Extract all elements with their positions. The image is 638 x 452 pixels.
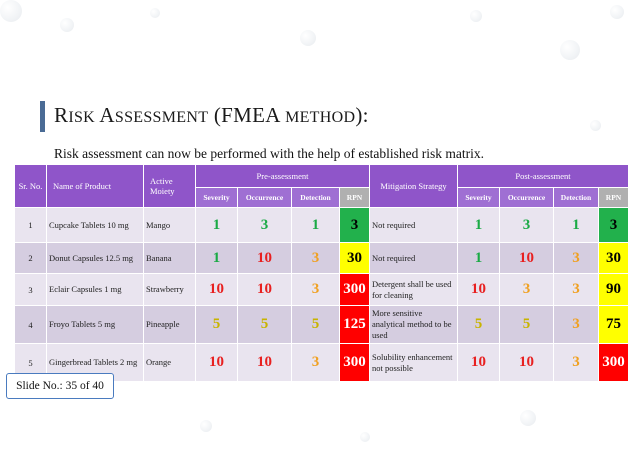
cell-post-severity: 1 <box>458 243 500 274</box>
cell-sr: 3 <box>15 274 47 306</box>
header-post-severity: Severity <box>458 188 500 208</box>
cell-pre-occurrence: 5 <box>238 306 292 344</box>
header-pre-assessment: Pre-assessment <box>196 165 370 188</box>
table-row <box>15 243 629 274</box>
cell-pre-detection: 3 <box>292 344 340 382</box>
cell-product: Cupcake Tablets 10 mg <box>47 208 144 243</box>
header-mitigation: Mitigation Strategy <box>370 165 458 208</box>
cell-post-rpn: 75 <box>599 306 629 344</box>
cell-pre-detection: 5 <box>292 306 340 344</box>
header-moiety: Active Moiety <box>144 165 196 208</box>
slide-number: Slide No.: 35 of 40 <box>6 373 114 399</box>
header-sr-no: Sr. No. <box>15 165 47 208</box>
water-droplet-decoration <box>470 10 482 22</box>
cell-pre-severity: 1 <box>196 243 238 274</box>
cell-post-occurrence: 10 <box>500 344 554 382</box>
title-part: A <box>99 103 115 127</box>
header-pre-severity: Severity <box>196 188 238 208</box>
water-droplet-decoration <box>0 0 22 22</box>
cell-pre-rpn: 125 <box>340 306 370 344</box>
cell-pre-rpn: 300 <box>340 274 370 306</box>
cell-mitigation: More sensitive analytical method to be used <box>370 306 458 344</box>
cell-pre-rpn: 300 <box>340 344 370 382</box>
cell-post-detection: 1 <box>554 208 599 243</box>
cell-sr: 5 <box>15 344 47 382</box>
cell-mitigation: Solubility enhancement not possible <box>370 344 458 382</box>
cell-sr: 1 <box>15 208 47 243</box>
cell-pre-detection: 1 <box>292 208 340 243</box>
water-droplet-decoration <box>520 410 536 426</box>
header-product: Name of Product <box>47 165 144 208</box>
page-title <box>54 103 369 128</box>
cell-pre-occurrence: 3 <box>238 208 292 243</box>
cell-post-occurrence: 3 <box>500 274 554 306</box>
cell-post-rpn: 30 <box>599 243 629 274</box>
water-droplet-decoration <box>150 8 160 18</box>
cell-post-rpn: 90 <box>599 274 629 306</box>
water-droplet-decoration <box>610 5 624 19</box>
cell-moiety: Pineapple <box>144 306 196 344</box>
cell-moiety: Strawberry <box>144 274 196 306</box>
cell-sr: 4 <box>15 306 47 344</box>
cell-product: Eclair Capsules 1 mg <box>47 274 144 306</box>
cell-mitigation: Detergent shall be used for cleaning <box>370 274 458 306</box>
header-pre-rpn: RPN <box>340 188 370 208</box>
cell-pre-detection: 3 <box>292 274 340 306</box>
cell-pre-severity: 1 <box>196 208 238 243</box>
title-part: (FMEA <box>208 103 286 127</box>
cell-post-detection: 3 <box>554 306 599 344</box>
table-row <box>15 208 629 243</box>
cell-mitigation: Not required <box>370 243 458 274</box>
cell-sr: 2 <box>15 243 47 274</box>
title-part: ): <box>355 103 369 127</box>
cell-product: Gingerbread Tablets 2 mg <box>47 344 144 382</box>
cell-post-severity: 1 <box>458 208 500 243</box>
subtitle: Risk assessment can now be performed with the help of established risk matrix. <box>54 146 485 161</box>
header-pre-detection: Detection <box>292 188 340 208</box>
cell-pre-severity: 10 <box>196 274 238 306</box>
table-row <box>15 306 629 344</box>
cell-pre-occurrence: 10 <box>238 274 292 306</box>
cell-post-occurrence: 5 <box>500 306 554 344</box>
cell-post-detection: 3 <box>554 243 599 274</box>
title-part: METHOD <box>285 109 356 126</box>
water-droplet-decoration <box>590 120 601 131</box>
cell-moiety: Banana <box>144 243 196 274</box>
cell-post-occurrence: 3 <box>500 208 554 243</box>
cell-post-detection: 3 <box>554 344 599 382</box>
water-droplet-decoration <box>60 18 74 32</box>
header-pre-occurrence: Occurrence <box>238 188 292 208</box>
cell-post-detection: 3 <box>554 274 599 306</box>
cell-post-rpn: 3 <box>599 208 629 243</box>
cell-post-rpn: 300 <box>599 344 629 382</box>
cell-product: Donut Capsules 12.5 mg <box>47 243 144 274</box>
cell-pre-occurrence: 10 <box>238 344 292 382</box>
cell-pre-severity: 10 <box>196 344 238 382</box>
cell-mitigation: Not required <box>370 208 458 243</box>
header-post-detection: Detection <box>554 188 599 208</box>
header-post-assessment: Post-assessment <box>458 165 629 188</box>
title-part: R <box>54 103 69 127</box>
title-accent-bar <box>40 101 45 132</box>
header-post-occurrence: Occurrence <box>500 188 554 208</box>
cell-pre-occurrence: 10 <box>238 243 292 274</box>
header-post-rpn: RPN <box>599 188 629 208</box>
title-part: ISK <box>68 109 95 126</box>
cell-product: Froyo Tablets 5 mg <box>47 306 144 344</box>
title-part: SSESSMENT <box>114 109 209 126</box>
cell-pre-rpn: 3 <box>340 208 370 243</box>
cell-post-severity: 10 <box>458 344 500 382</box>
water-droplet-decoration <box>200 420 212 432</box>
table-row <box>15 274 629 306</box>
cell-moiety: Mango <box>144 208 196 243</box>
cell-post-severity: 10 <box>458 274 500 306</box>
cell-pre-detection: 3 <box>292 243 340 274</box>
cell-post-occurrence: 10 <box>500 243 554 274</box>
cell-pre-severity: 5 <box>196 306 238 344</box>
water-droplet-decoration <box>300 30 316 46</box>
cell-pre-rpn: 30 <box>340 243 370 274</box>
fmea-table <box>14 164 629 382</box>
water-droplet-decoration <box>360 432 370 442</box>
cell-moiety: Orange <box>144 344 196 382</box>
cell-post-severity: 5 <box>458 306 500 344</box>
water-droplet-decoration <box>560 40 580 60</box>
